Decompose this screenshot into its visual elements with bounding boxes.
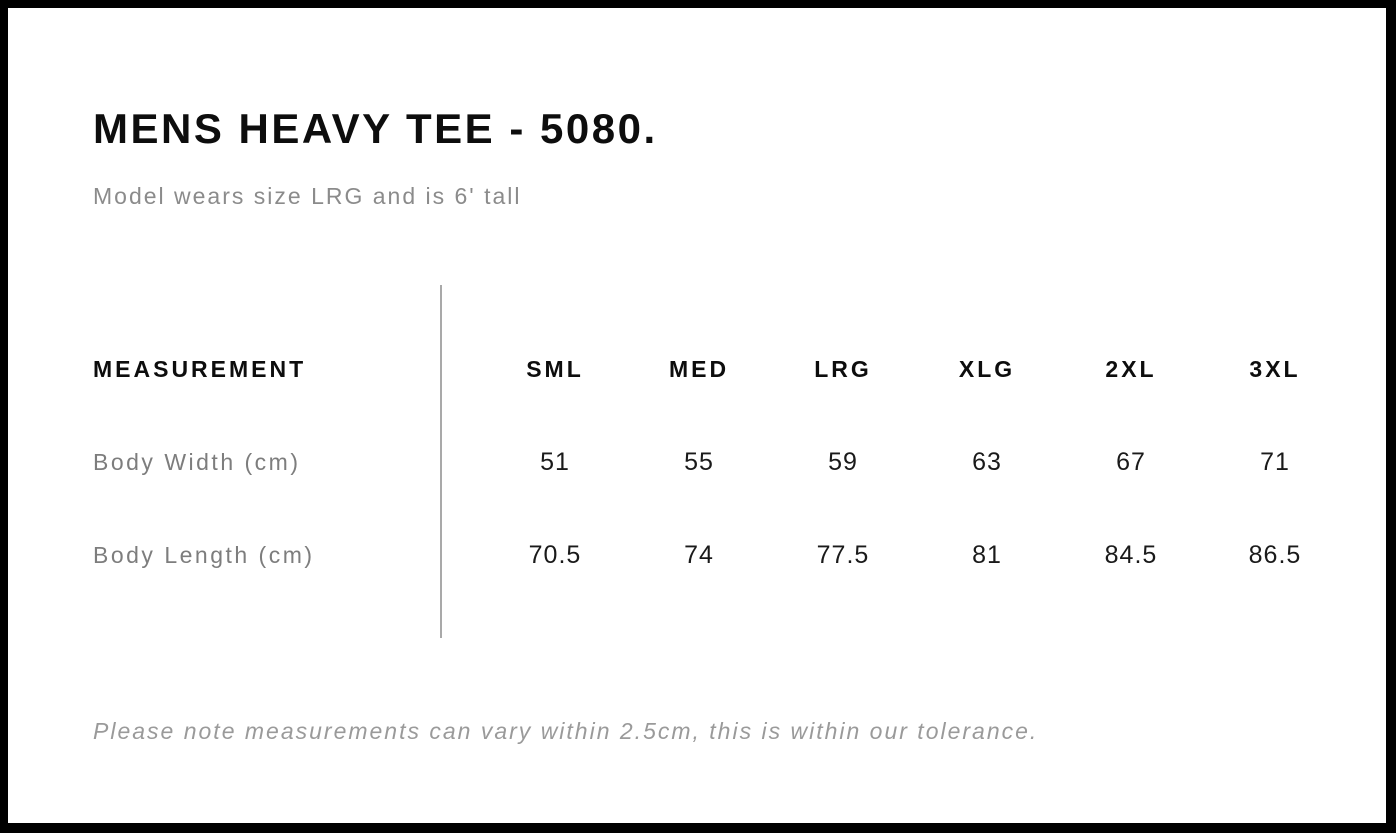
column-header-sml: SML [526, 356, 584, 382]
cell-body-width-lrg: 59 [828, 448, 858, 476]
column-header-2xl: 2XL [1105, 356, 1157, 382]
page-title: MENS HEAVY TEE - 5080. [93, 105, 658, 152]
size-chart-table [93, 285, 1347, 638]
row-label-body-length: Body Length (cm) [93, 542, 315, 568]
cell-body-length-sml: 70.5 [528, 541, 582, 569]
column-header-lrg: LRG [814, 356, 872, 382]
cell-body-width-sml: 51 [540, 448, 570, 476]
table-row-body-length [93, 509, 1347, 602]
table-header-row [93, 323, 1347, 416]
column-header-measurement: MEASUREMENT [93, 356, 307, 382]
model-size-info: Model wears size LRG and is 6' tall [93, 183, 522, 209]
cell-body-width-2xl: 67 [1116, 448, 1146, 476]
tolerance-note: Please note measurements can vary within 2.5cm, this is within our tolerance. [93, 718, 1039, 744]
table-vertical-divider [440, 285, 442, 638]
cell-body-width-xlg: 63 [972, 448, 1002, 476]
cell-body-width-3xl: 71 [1260, 448, 1290, 476]
column-header-med: MED [668, 356, 730, 382]
column-header-xlg: XLG [958, 356, 1016, 382]
table-row-body-width [93, 416, 1347, 509]
cell-body-length-lrg: 77.5 [816, 541, 870, 569]
row-label-body-width: Body Width (cm) [93, 449, 301, 475]
cell-body-length-3xl: 86.5 [1248, 541, 1302, 569]
cell-body-length-2xl: 84.5 [1104, 541, 1158, 569]
column-header-3xl: 3XL [1249, 356, 1301, 382]
cell-body-width-med: 55 [684, 448, 714, 476]
cell-body-length-xlg: 81 [972, 541, 1002, 569]
cell-body-length-med: 74 [684, 541, 714, 569]
